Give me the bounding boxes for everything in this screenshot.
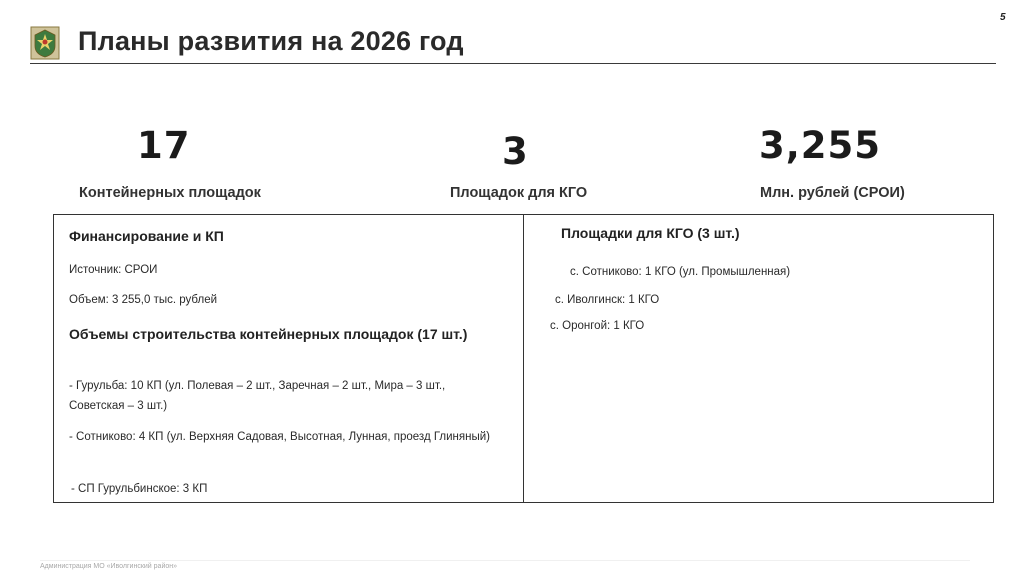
financing-source: Источник: СРОИ — [69, 264, 158, 276]
financing-volume: Объем: 3 255,0 тыс. рублей — [69, 294, 218, 306]
stat-label-containers: Контейнерных площадок — [79, 185, 261, 201]
footer-divider — [40, 560, 970, 561]
construction-heading: Объемы строительства контейнерных площадок (17 шт.) — [69, 326, 468, 342]
list-item: - СП Гурульбинское: 3 КП — [71, 483, 208, 495]
list-item: - Гурульба: 10 КП (ул. Полевая – 2 шт., Заречная – 2 шт., Мира – 3 шт., — [69, 380, 446, 392]
stat-label-kgo: Площадок для КГО — [450, 185, 588, 201]
financing-heading: Финансирование и КП — [69, 228, 224, 244]
list-item: с. Оронгой: 1 КГО — [550, 320, 645, 332]
kgo-heading: Площадки для КГО (3 шт.) — [561, 225, 740, 241]
title-divider — [30, 63, 996, 64]
list-item: с. Сотниково: 1 КГО (ул. Промышленная) — [570, 266, 791, 278]
stat-value-containers: 17 — [137, 124, 191, 167]
list-item: - Сотниково: 4 КП (ул. Верхняя Садовая, Высотная, Лунная, проезд Глиняный) — [69, 431, 491, 443]
list-item: Советская – 3 шт.) — [69, 400, 168, 412]
footer-text: Администрация МО «Иволгинский район» — [40, 563, 178, 570]
stat-label-budget: Млн. рублей (СРОИ) — [760, 185, 905, 201]
kgo-panel — [523, 214, 994, 503]
list-item: с. Иволгинск: 1 КГО — [555, 294, 660, 306]
coat-of-arms-icon — [30, 26, 60, 60]
stat-value-kgo: 3 — [502, 130, 529, 173]
page-number: 5 — [1000, 12, 1006, 23]
stat-value-budget: 3,255 — [759, 124, 882, 167]
page-title: Планы развития на 2026 год — [78, 26, 464, 56]
financing-panel — [53, 214, 524, 503]
